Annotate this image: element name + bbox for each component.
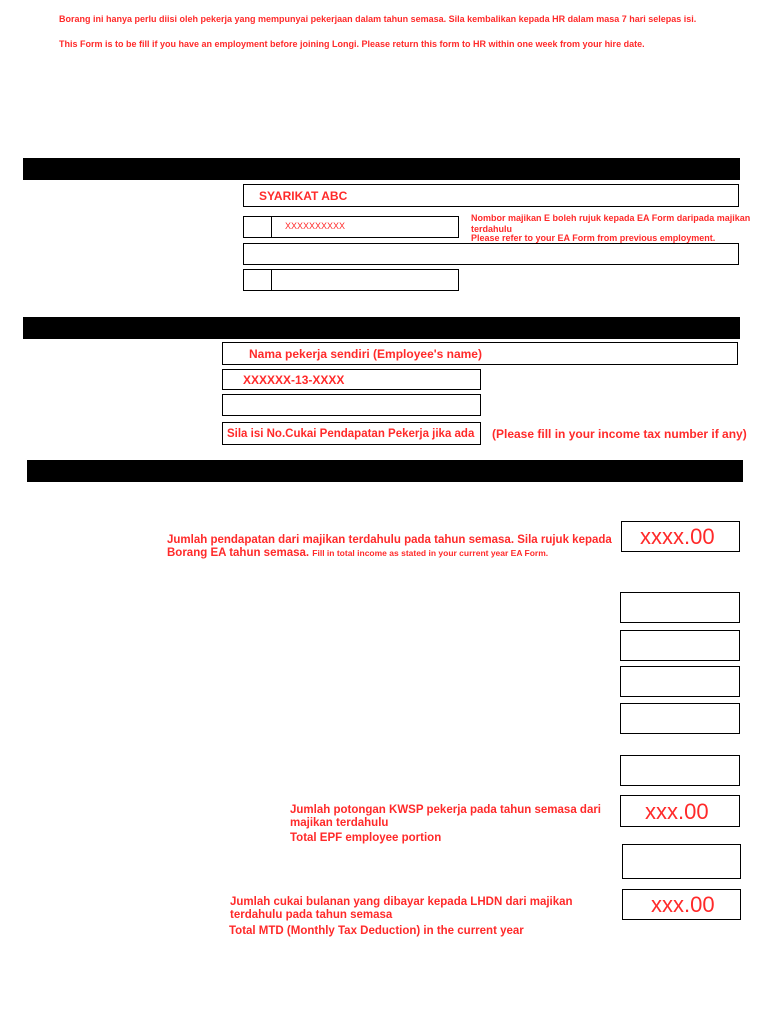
employer-extra-field[interactable]: [243, 269, 459, 291]
epf-value: xxx.00: [645, 799, 709, 824]
field-divider: [271, 270, 272, 290]
field-divider: [271, 217, 272, 237]
company-name-field[interactable]: [243, 184, 739, 207]
income-label-english: Fill in total income as stated in your current year EA Form.: [312, 548, 549, 558]
value-field-empty[interactable]: [620, 592, 740, 623]
ic-number-field[interactable]: [222, 369, 481, 390]
notice-english: This Form is to be fill if you have an employment before joining Longi. Please return this form to HR within one week from your hire date.: [59, 39, 645, 49]
tax-number-note: (Please fill in your income tax number if any): [492, 427, 747, 441]
section-header-employer: [23, 158, 740, 180]
epf-label-english: Total EPF employee portion: [290, 832, 442, 844]
employer-address-field[interactable]: [243, 243, 739, 265]
section-header-employee: [23, 317, 740, 339]
section-header-income: [27, 460, 743, 482]
ic-number: XXXXXX-13-XXXX: [243, 373, 345, 387]
employer-no-note-english: Please refer to your EA Form from previous employment.: [471, 233, 716, 243]
employer-no-field[interactable]: [243, 216, 459, 238]
employee-name-field[interactable]: [222, 342, 738, 365]
value-field-empty[interactable]: [620, 666, 740, 697]
company-name: SYARIKAT ABC: [259, 189, 348, 203]
epf-value-field[interactable]: [620, 795, 740, 827]
tax-number: Sila isi No.Cukai Pendapatan Pekerja jika ada: [227, 428, 475, 440]
income-value-field[interactable]: [621, 521, 740, 552]
mtd-label-english: Total MTD (Monthly Tax Deduction) in the current year: [229, 925, 524, 937]
epf-label-malay: Jumlah potongan KWSP pekerja pada tahun semasa dari majikan terdahulu: [290, 804, 602, 829]
value-field-empty[interactable]: [620, 630, 740, 661]
mtd-value: xxx.00: [651, 892, 715, 917]
value-field-empty[interactable]: [622, 844, 741, 879]
employee-extra-field[interactable]: [222, 394, 481, 416]
income-label: [167, 534, 617, 560]
value-field-empty[interactable]: [620, 755, 740, 786]
mtd-value-field[interactable]: [622, 889, 741, 920]
income-label-malay: Jumlah pendapatan dari majikan terdahulu pada tahun semasa. Sila rujuk kepada Borang EA tahun semasa.: [167, 534, 612, 559]
mtd-label-malay: Jumlah cukai bulanan yang dibayar kepada LHDN dari majikan terdahulu pada tahun semasa: [230, 896, 573, 921]
employee-name: Nama pekerja sendiri (Employee's name): [249, 347, 482, 361]
income-value: xxxx.00: [640, 524, 715, 549]
employer-no: XXXXXXXXXX: [285, 221, 346, 231]
value-field-empty[interactable]: [620, 703, 740, 734]
notice-malay: Borang ini hanya perlu diisi oleh pekerja yang mempunyai pekerjaan dalam tahun semasa. Sila kembalikan kepada HR dalam masa 7 hari selepas isi.: [59, 14, 697, 24]
employer-no-note-malay: Nombor majikan E boleh rujuk kepada EA Form daripada majikan terdahulu: [471, 213, 751, 234]
tax-number-field[interactable]: [222, 422, 481, 445]
